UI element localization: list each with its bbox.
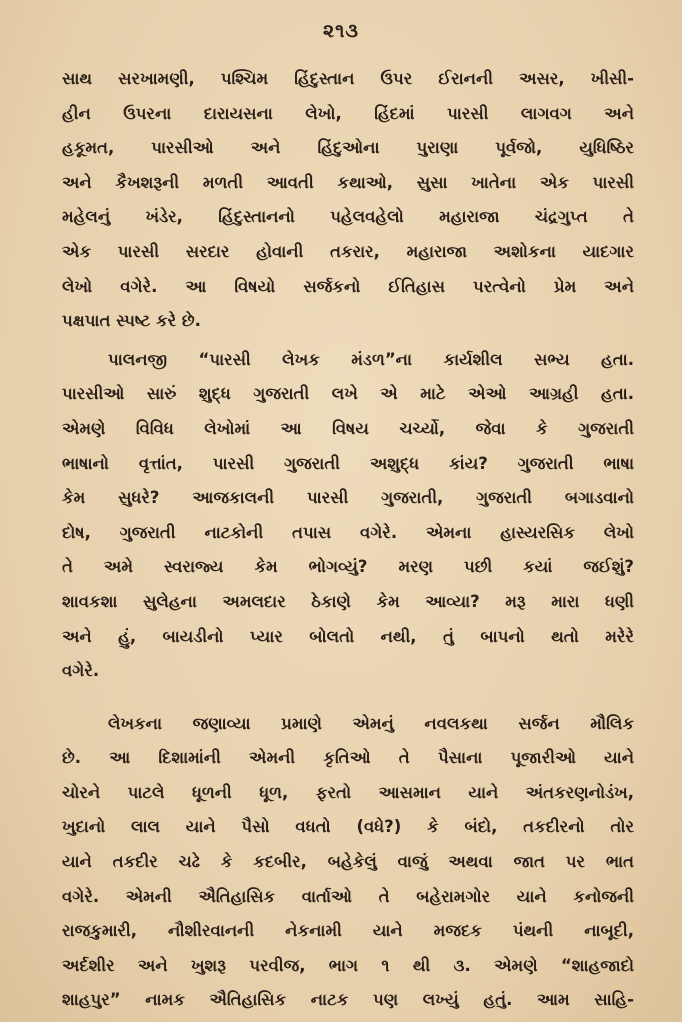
- text-line: રાજકુમારી, નૌશીરવાનની નેકનામી યાને મજદક પંથની નાબૂદી,: [62, 921, 634, 941]
- text-line: વગેરે. એમની ઐતિહાસિક વાર્તાઓ તે બહેરામગોર યાને કનોજની: [62, 886, 634, 906]
- text-line: સાથ સરખામણી, પશ્ચિમ હિંદુસ્તાન ઉપર ઈરાનની અસર, ખીસી-: [62, 69, 634, 88]
- text-line: પક્ષપાત સ્પષ્ટ કરે છે.: [62, 311, 201, 331]
- text-line: શાહપુર” નામક ઐતિહાસિક નાટક પણ લખ્યું હતું. આમ સાહિ-: [62, 990, 634, 1010]
- text-line: ચોરને પાટલે ધૂળની ધૂળ, ફરતો આસમાન યાને અંતકરણનોડંખ,: [62, 782, 634, 802]
- text-line: છે. આ દિશામાંની એમની કૃતિઓ તે પૈસાના પૂજારીઓ યાને: [62, 748, 634, 768]
- paragraph-3: [62, 707, 634, 1018]
- text-line: લેખો વગેરે. આ વિષયો સર્જકનો ઈતિહાસ પરત્વેનો પ્રેમ અને: [62, 276, 634, 296]
- text-line: એમણે વિવિધ લેખોમાં આ વિષય ચર્ચ્યો, જેવા કે ગુજરાતી: [62, 418, 634, 438]
- text-line: શાવકશા સુલેહના અમલદાર ઠેકાણે કેમ આવ્યા? મરૂ મારા ધણી: [62, 591, 634, 611]
- text-line: ખુદાનો લાલ યાને પૈસો વધતો (વધે?) કે બંદો, તકદીરનો તોર: [62, 817, 634, 837]
- paragraph-1: [62, 62, 634, 339]
- text-line: મહેલનું ખંડેર, હિંદુસ્તાનનો પહેલવહેલો મહારાજા ચંદ્રગુપ્ત તે: [62, 207, 634, 227]
- text-line: અને હું, બાયડીનો પ્યાર બોલતો નથી, તું બાપનો થતો મરેરે: [62, 626, 634, 646]
- text-line: હકૂમત, પારસીઓ અને હિંદુઓના પુરાણા પૂર્વજો, યુધિષ્ઠિર: [62, 138, 634, 158]
- text-line: તે અમે સ્વરાજ્ય કેમ ભોગવ્યું? મરણ પછી કયાં જઈશું?: [62, 557, 634, 577]
- text-line: એક પારસી સરદાર હોવાની તકરાર, મહારાજા અશોકના યાદગાર: [62, 241, 634, 261]
- text-line: ભાષાનો વૃત્તાંત, પારસી ગુજરાતી અશુદ્ધ કાંય? ગુજરાતી ભાષા: [62, 453, 634, 473]
- page-number: ૨૧૩: [322, 20, 360, 42]
- text-line: યાને તકદીર ચઢે કે કદબીર, બહેકેલું વાજું અથવા જાત પર ભાત: [62, 852, 634, 872]
- text-line: લેખકના જણાવ્યા પ્રમાણે એમનું નવલકથા સર્જન મૌલિક: [108, 713, 634, 733]
- text-line: પારસીઓ સારું શુદ્ધ ગુજરાતી લખે એ માટે એઓ આગ્રહી હતા.: [62, 384, 634, 404]
- paragraph-2: [62, 343, 634, 689]
- text-line: દોષ, ગુજરાતી નાટકોની તપાસ વગેરે. એમના હાસ્યરસિક લેખો: [62, 522, 634, 542]
- text-line: અર્દશીર અને ખુશરૂ પરવીજ, ભાગ ૧ થી ૩. એમણે “શાહજાદો: [62, 955, 634, 975]
- text-line: હીન ઉપરના દારાયસના લેખો, હિંદમાં પારસી લાગવગ અને: [62, 103, 634, 123]
- text-line: પાલનજી “પારસી લેખક મંડળ”ના કાર્યશીલ સભ્ય હતા.: [108, 349, 634, 369]
- text-line: કેમ સુધરે? આજકાલની પારસી ગુજરાતી, ગુજરાતી બગાડવાનો: [62, 488, 634, 508]
- text-line: વગેરે.: [62, 661, 100, 681]
- text-line: અને કૈખશરૂની મળતી આવતી કથાઓ, સુસા ખાતેના એક પારસી: [62, 172, 634, 192]
- body-text: [62, 62, 634, 1018]
